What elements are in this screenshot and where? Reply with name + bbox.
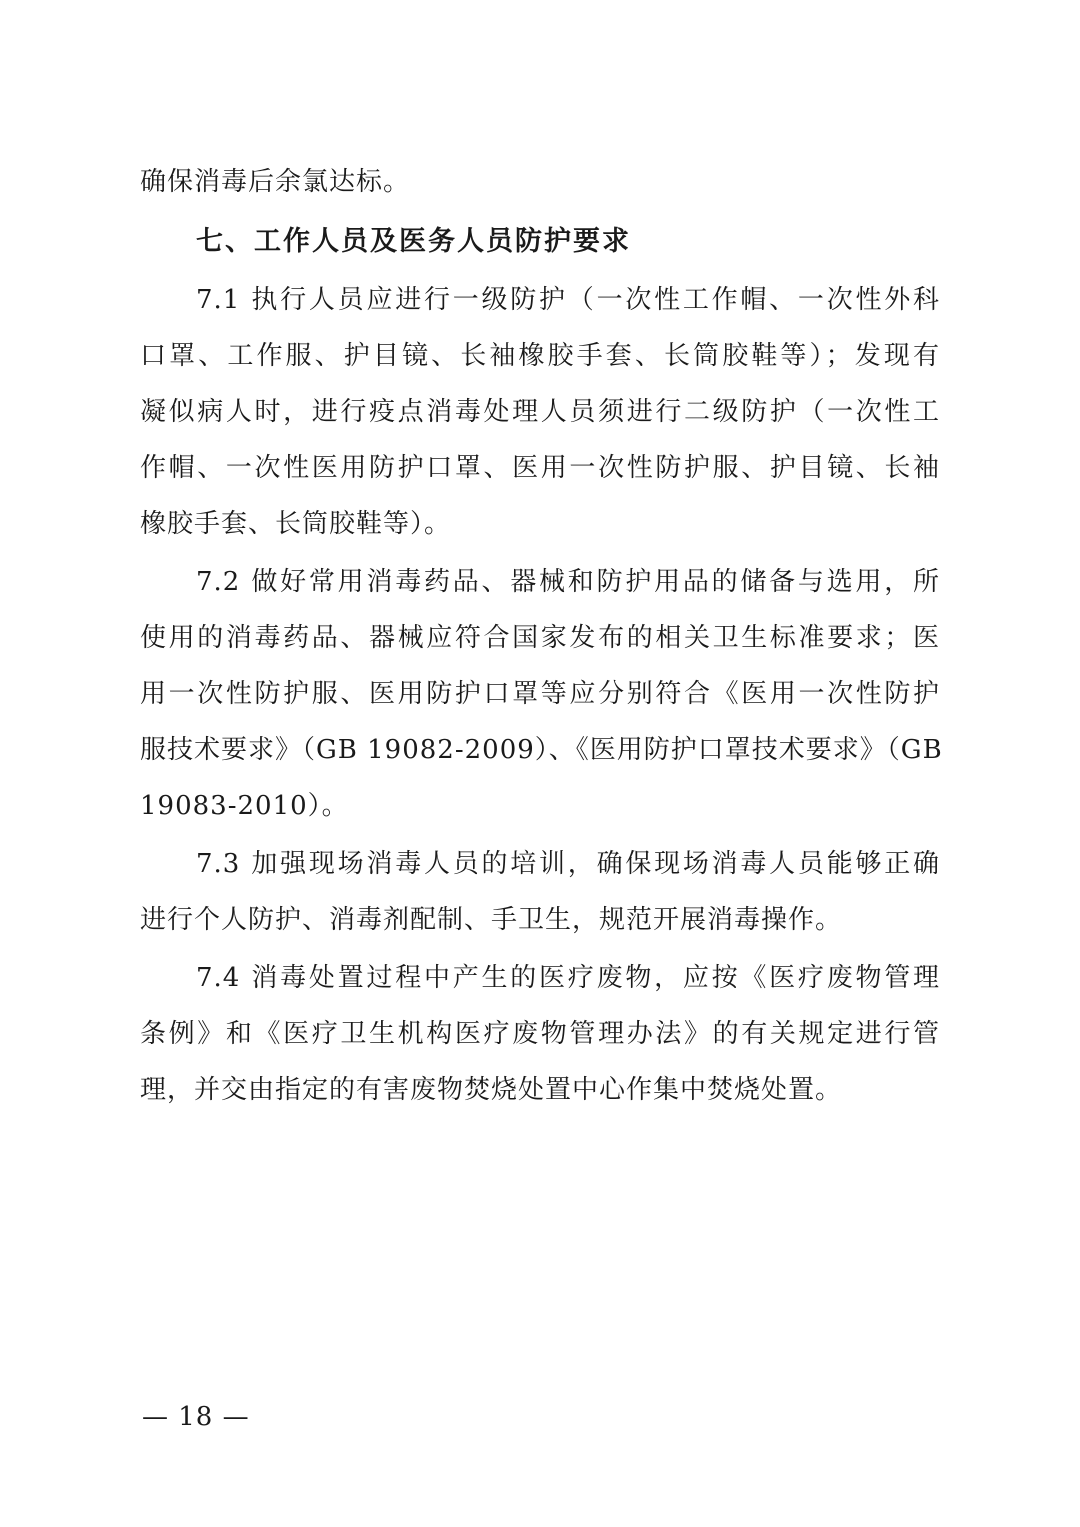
paragraph-7-1-line-1: 7.1 执行人员应进行一级防护（一次性工作帽、一次性外科 xyxy=(196,285,940,315)
paragraph-7-4-line-1: 7.4 消毒处置过程中产生的医疗废物，应按《医疗废物管理 xyxy=(196,963,940,993)
paragraph-7-1-line-5: 橡胶手套、长筒胶鞋等）。 xyxy=(140,509,452,539)
paragraph-7-4-line-2: 条例》和《医疗卫生机构医疗废物管理办法》的有关规定进行管 xyxy=(140,1019,940,1049)
paragraph-7-3-line-1: 7.3 加强现场消毒人员的培训，确保现场消毒人员能够正确 xyxy=(196,849,940,879)
paragraph-7-2-line-3: 用一次性防护服、医用防护口罩等应分别符合《医用一次性防护 xyxy=(140,679,940,709)
paragraph-7-2-line-5: 19083-2010）。 xyxy=(140,791,349,821)
paragraph-7-2-line-2: 使用的消毒药品、器械应符合国家发布的相关卫生标准要求；医 xyxy=(140,623,940,653)
paragraph-7-1-line-3: 凝似病人时，进行疫点消毒处理人员须进行二级防护（一次性工 xyxy=(140,397,940,427)
paragraph-7-4-line-3: 理，并交由指定的有害废物焚烧处置中心作集中焚烧处置。 xyxy=(140,1075,843,1105)
paragraph-7-1-line-2: 口罩、工作服、护目镜、长袖橡胶手套、长筒胶鞋等）；发现有 xyxy=(140,341,940,371)
paragraph-7-2-line-1: 7.2 做好常用消毒药品、器械和防护用品的储备与选用，所 xyxy=(196,567,940,597)
page-number: — 18 — xyxy=(142,1402,250,1432)
paragraph-intro: 确保消毒后余氯达标。 xyxy=(140,167,411,197)
paragraph-7-3-line-2: 进行个人防护、消毒剂配制、手卫生，规范开展消毒操作。 xyxy=(140,905,843,935)
section-heading: 七、工作人员及医务人员防护要求 xyxy=(196,226,631,257)
paragraph-7-1-line-4: 作帽、一次性医用防护口罩、医用一次性防护服、护目镜、长袖 xyxy=(140,453,940,483)
paragraph-7-2-line-4: 服技术要求》（GB 19082-2009）、《医用防护口罩技术要求》（GB xyxy=(140,735,943,765)
